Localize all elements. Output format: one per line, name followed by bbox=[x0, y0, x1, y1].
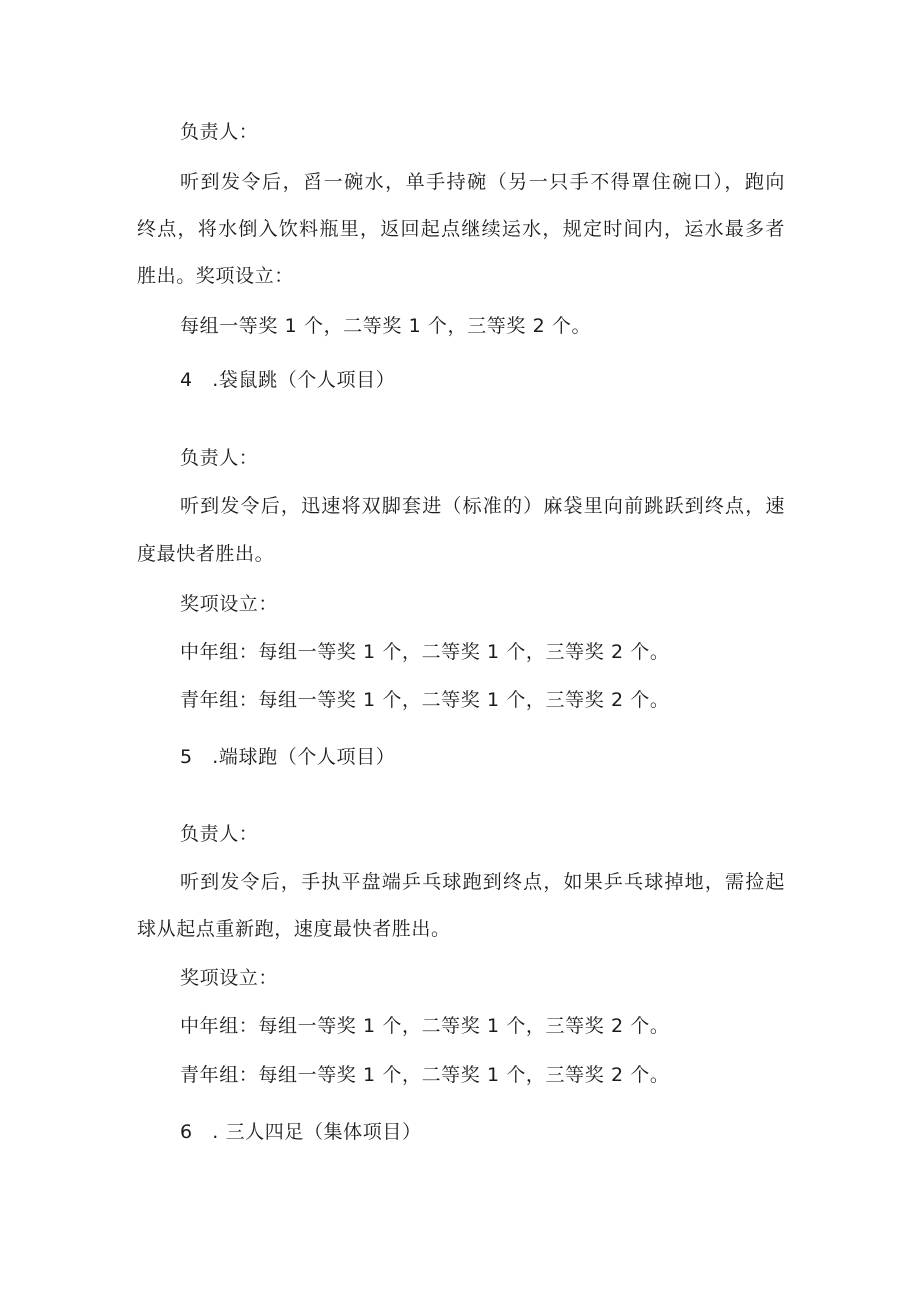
s3-desc-line-3: 胜出。奖项设立： bbox=[137, 265, 294, 287]
s3-awards: 每组一等奖 1 个，二等奖 1 个，三等奖 2 个。 bbox=[180, 315, 592, 337]
s4-heading: 4 .袋鼠跳（个人项目） bbox=[180, 369, 396, 391]
s4-desc-line-1: 听到发令后，迅速将双脚套进（标准的）麻袋里向前跳跃到终点，速 bbox=[180, 495, 785, 517]
s5-responsible: 负责人： bbox=[180, 823, 259, 845]
s4-responsible: 负责人： bbox=[180, 447, 259, 469]
s5-awards-youth: 青年组：每组一等奖 1 个，二等奖 1 个，三等奖 2 个。 bbox=[180, 1064, 670, 1086]
s5-heading: 5 .端球跑（个人项目） bbox=[180, 746, 396, 768]
s5-desc-line-2: 球从起点重新跑，速度最快者胜出。 bbox=[137, 918, 451, 940]
s5-awards-label: 奖项设立： bbox=[180, 967, 279, 989]
s5-awards-middle: 中年组：每组一等奖 1 个，二等奖 1 个，三等奖 2 个。 bbox=[180, 1015, 670, 1037]
s4-awards-youth: 青年组：每组一等奖 1 个，二等奖 1 个，三等奖 2 个。 bbox=[180, 689, 670, 711]
s4-desc-line-2: 度最快者胜出。 bbox=[137, 543, 275, 565]
s3-desc-line-1: 听到发令后，舀一碗水，单手持碗（另一只手不得罩住碗口），跑向 bbox=[180, 171, 785, 193]
s6-heading: 6 . 三人四足（集体项目） bbox=[180, 1121, 422, 1143]
s3-desc-line-2: 终点，将水倒入饮料瓶里，返回起点继续运水，规定时间内，运水最多者 bbox=[137, 218, 785, 240]
s3-responsible: 负责人： bbox=[180, 121, 259, 143]
s4-awards-label: 奖项设立： bbox=[180, 593, 279, 615]
s5-desc-line-1: 听到发令后，手执平盘端乒乓球跑到终点，如果乒乓球掉地，需捡起 bbox=[180, 871, 785, 893]
s4-awards-middle: 中年组：每组一等奖 1 个，二等奖 1 个，三等奖 2 个。 bbox=[180, 641, 670, 663]
